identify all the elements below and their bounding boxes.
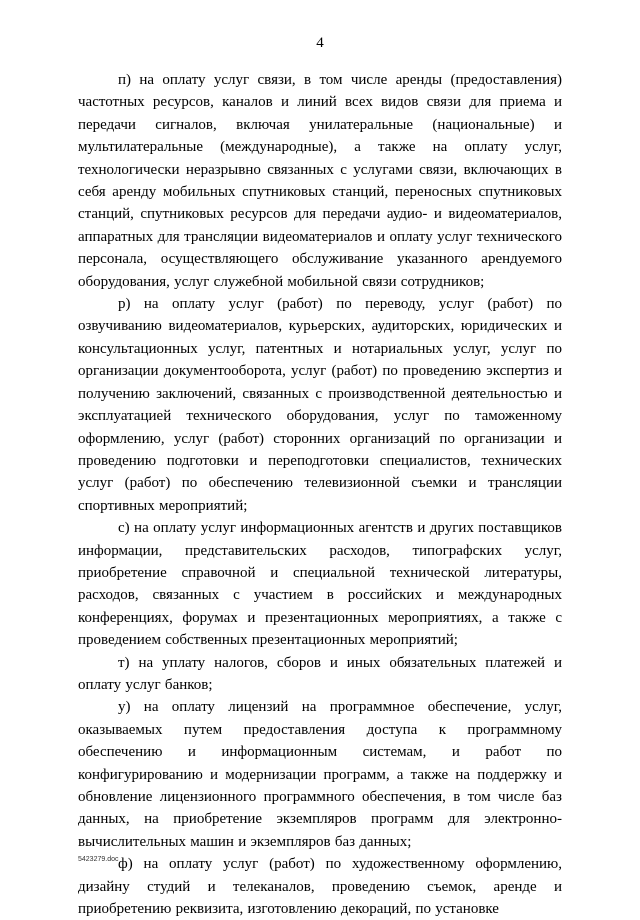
paragraph-f: ф) на оплату услуг (работ) по художественному оформлению, дизайну студий и телеканалов, проведению съемок, аренде и приобретению реквизита, изготовлению декораций, по установке (78, 856, 562, 918)
paragraph-r: р) на оплату услуг (работ) по переводу, услуг (работ) по озвучиванию видеоматериалов, курьерских, аудиторских, юридических и консультационных услуг, патентных и нотариальных услуг, услуг по организации документооборота, услуг (работ) по проведению экспертиз и получению заключений, связанных с производственной деятельностью и эксплуатацией технического оборудования, услуг по таможенному оформлению, услуг (работ) сторонних организаций по организации и проведению подготовки и переподготовки специалистов, технических услуг (работ) по обеспечению телевизионной съемки и трансляции спортивных мероприятий; (78, 296, 562, 514)
paragraph-s: с) на оплату услуг информационных агентств и других поставщиков информации, представительских расходов, типографских услуг, приобретение справочной и специальной технической литературы, расходов, связанных с участием в российских и международных конференциях, форумах и презентационных мероприятиях, а также с проведением собственных презентационных мероприятий; (78, 520, 562, 649)
document-body (78, 69, 562, 920)
paragraph-t: т) на уплату налогов, сборов и иных обязательных платежей и оплату услуг банков; (78, 654, 562, 693)
document-filename-footer: 5423279.doc (78, 856, 119, 863)
paragraph-p: п) на оплату услуг связи, в том числе аренды (предоставления) частотных ресурсов, каналов и линий всех видов связи для приема и передачи сигналов, включая унилатеральные (национальные) и мультилатеральные (международные), а также на оплату услуг, технологически неразрывно связанных с услугами связи, включающих в себя аренду мобильных спутниковых станций, переносных спутниковых станций, спутниковых ресурсов для передачи аудио- и видеоматериалов, аппаратных для трансляции видеоматериалов и оплату услуг технического персонала, осуществляющего обслуживание указанного арендуемого оборудования, услуг служебной мобильной связи сотрудников; (78, 72, 562, 290)
page-number: 4 (316, 35, 324, 51)
paragraph-u: у) на оплату лицензий на программное обеспечение, услуг, оказываемых путем предоставления доступа к программному обеспечению и информационным системам, и работ по конфигурированию и модернизации программ, а также на поддержку и обновление лицензионного программного обеспечения, в том числе баз данных, на приобретение экземпляров программ для электронно-вычислительных машин и экземпляров баз данных; (78, 699, 562, 850)
